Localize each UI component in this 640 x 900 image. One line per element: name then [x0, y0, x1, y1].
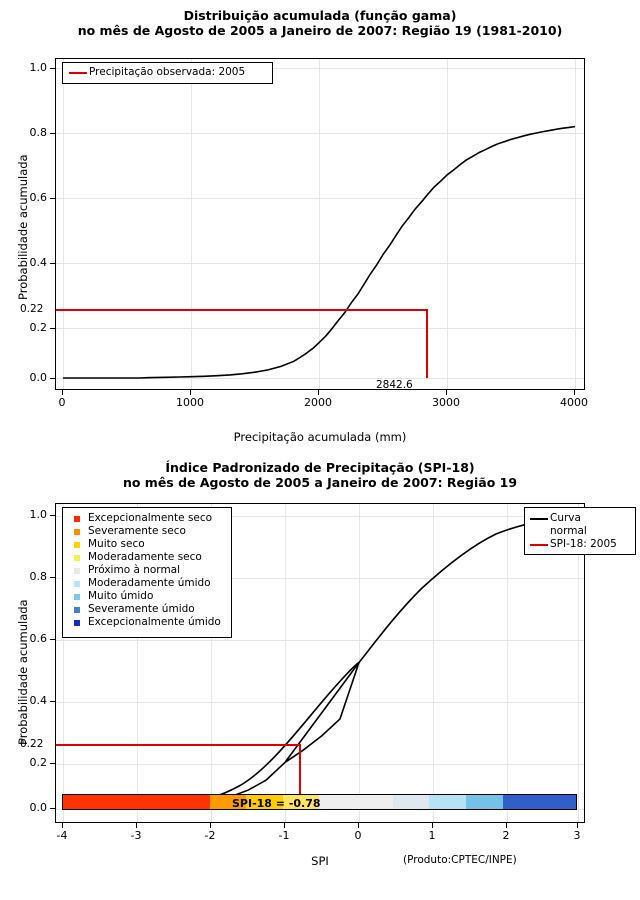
- bottom-xtick--4: -4: [56, 829, 68, 842]
- top-legend-label: Precipitação observada: 2005: [89, 66, 246, 78]
- bottom-ytick-1: 1.0: [29, 508, 47, 521]
- bottom-tick-x--3: [136, 823, 137, 828]
- class-color-swatch-icon: [66, 581, 88, 587]
- bottom-xtick--1: -1: [278, 829, 290, 842]
- top-xtick-2000: 2000: [304, 396, 332, 409]
- top-title-line1: Distribuição acumulada (função gama): [183, 8, 457, 23]
- bottom-tick-x-2: [506, 823, 507, 828]
- spi-class-legend-row: [66, 603, 228, 616]
- curve-line-icon: [528, 518, 550, 520]
- bottom-tick-x--4: [62, 823, 63, 828]
- bottom-tick-x-3: [577, 823, 578, 828]
- bottom-title-line1: Índice Padronizado de Precipitação (SPI-18): [165, 460, 475, 475]
- class-color-swatch-icon: [66, 516, 88, 522]
- bottom-ytick-04: 0.4: [29, 694, 47, 707]
- bottom-tick-x-1: [432, 823, 433, 828]
- top-xtick-3000: 3000: [432, 396, 460, 409]
- colorbar-segment: [319, 795, 392, 809]
- spi-class-legend-row: [66, 538, 228, 551]
- observed-precip-line-icon: [67, 72, 89, 74]
- bottom-ytick-08: 0.8: [29, 570, 47, 583]
- top-xtick-4000: 4000: [560, 396, 588, 409]
- colorbar-segment: [503, 795, 576, 809]
- spi-class-legend-row: [66, 577, 228, 590]
- bottom-red-horizontal-line: [56, 744, 300, 746]
- top-y-axis-title: Probabilidade acumulada: [16, 154, 30, 300]
- top-ytick-02: 0.2: [29, 321, 47, 334]
- bottom-xtick-1: 1: [428, 829, 436, 842]
- bottom-ytick-00: 0.0: [29, 801, 47, 814]
- spi-class-label: Excepcionalmente úmido: [88, 616, 221, 628]
- class-color-swatch-icon: [66, 555, 88, 561]
- spi-class-label: Severamente úmido: [88, 603, 195, 615]
- spi-class-legend-row: [66, 616, 228, 629]
- bottom-ytick-02: 0.2: [29, 756, 47, 769]
- product-credit: (Produto:CPTEC/INPE): [403, 854, 517, 866]
- top-ytick-04: 0.4: [29, 256, 47, 269]
- spi-class-label: Próximo à normal: [88, 564, 181, 576]
- bottom-xtick--3: -3: [130, 829, 142, 842]
- spi-cdf-chart: [0, 455, 640, 900]
- top-tick-x-3000: [446, 390, 447, 395]
- bottom-curve-legend: [524, 507, 636, 555]
- top-legend: [62, 62, 273, 84]
- top-chart-title: [0, 8, 640, 38]
- spi-class-legend: [62, 507, 232, 638]
- bottom-ytick-06: 0.6: [29, 632, 47, 645]
- top-ytick-08: 0.8: [29, 126, 47, 139]
- curve-legend-label: Curva: [550, 512, 581, 524]
- colorbar-segment: [429, 795, 466, 809]
- curve-legend-row: [528, 538, 632, 551]
- bottom-chart-title: [0, 460, 640, 490]
- colorbar-segment: [63, 795, 210, 809]
- top-title-line2: no mês de Agosto de 2005 a Janeiro de 2007: Região 19 (1981-2010): [77, 23, 563, 38]
- bottom-title-line2: no mês de Agosto de 2005 a Janeiro de 2007: Região 19: [122, 475, 518, 490]
- top-legend-row: [67, 66, 268, 79]
- class-color-swatch-icon: [66, 594, 88, 600]
- spi-class-label: Severamente seco: [88, 525, 186, 537]
- top-red-horizontal-line: [56, 309, 427, 311]
- top-plot-area: [55, 58, 585, 390]
- top-red-vertical-line: [426, 309, 428, 378]
- top-tick-x-2000: [318, 390, 319, 395]
- top-annotation-prob: 0.22: [20, 303, 44, 315]
- spi-class-legend-row: [66, 551, 228, 564]
- top-ytick-1: 1.0: [29, 61, 47, 74]
- class-color-swatch-icon: [66, 529, 88, 535]
- top-ytick-00: 0.0: [29, 371, 47, 384]
- top-tick-x-0: [62, 390, 63, 395]
- top-ytick-06: 0.6: [29, 191, 47, 204]
- top-xtick-1000: 1000: [176, 396, 204, 409]
- spi-line-icon: [528, 544, 550, 546]
- bottom-y-axis-title: Probabilidade acumulada: [16, 599, 30, 745]
- spi-class-legend-row: [66, 512, 228, 525]
- spi-class-label: Muito seco: [88, 538, 145, 550]
- curve-legend-row: [528, 512, 632, 525]
- bottom-x-axis-title: SPI: [311, 854, 329, 868]
- bottom-tick-x--1: [284, 823, 285, 828]
- spi-class-label: Moderadamente seco: [88, 551, 202, 563]
- curve-legend-label: SPI-18: 2005: [550, 538, 617, 550]
- class-color-swatch-icon: [66, 568, 88, 574]
- top-xtick-0: 0: [58, 396, 66, 409]
- bottom-xtick-2: 2: [502, 829, 510, 842]
- spi-class-label: Excepcionalmente seco: [88, 512, 213, 524]
- colorbar-segment: [393, 795, 430, 809]
- spi-class-label: Muito úmido: [88, 590, 154, 602]
- top-tick-x-1000: [190, 390, 191, 395]
- bottom-annotation-prob: 0.22: [20, 738, 44, 750]
- curve-legend-row: [528, 525, 632, 538]
- spi-class-legend-row: [66, 590, 228, 603]
- spi-class-label: Moderadamente úmido: [88, 577, 211, 589]
- top-x-axis-title: Precipitação acumulada (mm): [233, 430, 407, 444]
- class-color-swatch-icon: [66, 542, 88, 548]
- bottom-xtick-3: 3: [573, 829, 581, 842]
- bottom-xtick--2: -2: [204, 829, 216, 842]
- top-tick-x-4000: [574, 390, 575, 395]
- spi-class-legend-row: [66, 525, 228, 538]
- top-gamma-curve: [56, 59, 586, 391]
- spi-value-badge: SPI-18 = -0.78: [232, 797, 321, 810]
- top-annotation-precip: 2842.6: [376, 379, 413, 391]
- colorbar-segment: [466, 795, 503, 809]
- class-color-swatch-icon: [66, 620, 88, 626]
- bottom-xtick-0: 0: [354, 829, 362, 842]
- curve-legend-label: normal: [550, 525, 587, 537]
- class-color-swatch-icon: [66, 607, 88, 613]
- bottom-tick-x-0: [358, 823, 359, 828]
- bottom-tick-x--2: [210, 823, 211, 828]
- spi-class-legend-row: [66, 564, 228, 577]
